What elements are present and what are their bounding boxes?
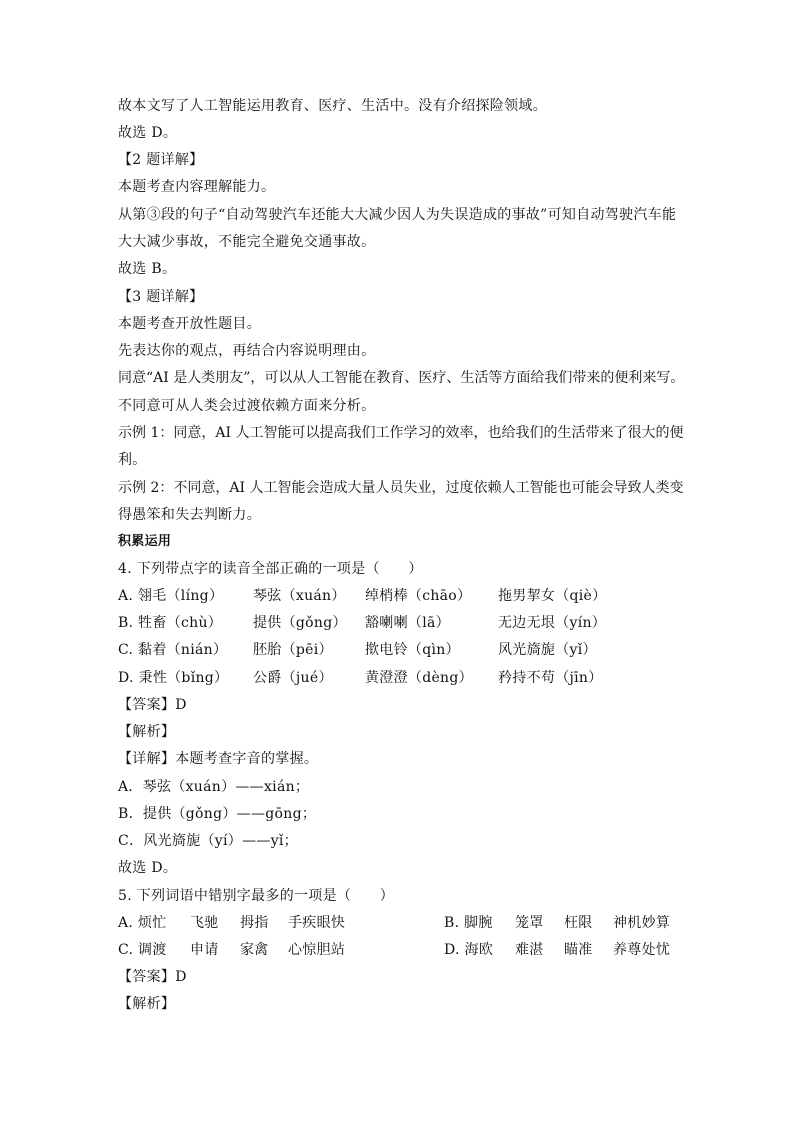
q5-option-b-word-4: 神机妙算 (613, 915, 671, 931)
q5-answer: 【答案】D (118, 969, 187, 985)
q5-option-a-word-2: 飞驰 (190, 915, 219, 931)
q5-option-c-word-1: C. 调渡 (118, 942, 167, 958)
q5-option-b-word-2: 笼罩 (515, 915, 544, 931)
q3-header: 【3 题详解】 (118, 289, 204, 305)
q5-option-a-word-3: 拇指 (240, 915, 269, 931)
q3-line-2: 先表达你的观点，再结合内容说明理由。 (118, 343, 376, 359)
q2-header: 【2 题详解】 (118, 152, 204, 168)
q4-option-b-word-4: 无边无垠（yín） (498, 615, 607, 631)
q1-answer: 故选 D。 (118, 125, 178, 141)
q5-analysis: 【解析】 (118, 996, 176, 1012)
section-title: 积累运用 (118, 534, 172, 549)
q4-option-c-word-1: C. 黏着（nián） (118, 642, 228, 658)
q4-answer: 【答案】D (118, 697, 187, 713)
q4-option-c-word-4: 风光旖旎（yǐ） (498, 642, 597, 658)
q4-option-d-word-1: D. 秉性（bǐng） (118, 670, 229, 686)
q4-option-b-word-3: 豁喇喇（lā） (365, 615, 450, 631)
q4-option-d-word-3: 黄澄澄（dèng） (365, 670, 473, 686)
q4-option-a-word-2: 琴弦（xuán） (253, 588, 346, 604)
q4-option-c-word-3: 揿电铃（qìn） (365, 642, 460, 658)
q2-line-3: 大大减少事故，不能完全避免交通事故。 (118, 234, 376, 250)
q4-option-a-word-4: 拖男挈女（qiè） (498, 588, 607, 604)
q5-option-c-word-3: 家禽 (240, 942, 269, 958)
q4-fix-a: A．琴弦（xuán）——xián； (118, 779, 310, 795)
q4-option-d-word-2: 公爵（jué） (253, 670, 333, 686)
q2-line-1: 本题考查内容理解能力。 (118, 179, 276, 195)
q5-option-d-word-4: 养尊处忧 (613, 942, 671, 958)
q5-option-c-word-2: 申请 (190, 942, 219, 958)
q3-line-5: 示例 1：同意，AI 人工智能可以提高我们工作学习的效率，也给我们的生活带来了很大的便 (118, 425, 684, 441)
q2-answer: 故选 B。 (118, 261, 177, 277)
q5-option-a-word-4: 手疾眼快 (288, 915, 346, 931)
q4-option-b-word-2: 提供（gǒng） (253, 615, 347, 631)
q2-line-2: 从第③段的句子“自动驾驶汽车还能大大减少因人为失误造成的事故”可知自动驾驶汽车能 (118, 207, 677, 223)
q4-conclusion: 故选 D。 (118, 860, 178, 876)
q4-option-a-word-3: 绰梢棒（chāo） (365, 588, 472, 604)
q4-option-d (118, 668, 718, 688)
q4-option-b-word-1: B. 牲畜（chù） (118, 615, 223, 631)
q4-option-c-word-2: 胚胎（pēi） (253, 642, 333, 658)
q4-option-b (118, 613, 718, 633)
q4-fix-b: B．提供（gǒng）——gōng； (118, 806, 317, 822)
q4-option-a (118, 586, 718, 606)
q3-line-4: 不同意可从人类会过渡依赖方面来分析。 (118, 398, 376, 414)
q5-option-d-word-1: D. 海欧 (444, 942, 494, 958)
q5-option-b-word-3: 枉限 (564, 915, 593, 931)
q5-option-b-word-1: B. 脚腕 (444, 915, 493, 931)
q3-line-3: 同意“AI 是人类朋友”，可以从人工智能在教育、医疗、生活等方面给我们带来的便利来写。 (118, 370, 685, 386)
q4-option-a-word-1: A. 翎毛（líng） (118, 588, 224, 604)
q5-question: 5. 下列词语中错别字最多的一项是（ ） (118, 888, 395, 904)
q4-option-d-word-4: 矜持不苟（jīn） (498, 670, 603, 686)
q1-conclusion: 故本文写了人工智能运用教育、医疗、生活中。没有介绍探险领域。 (118, 98, 547, 114)
q4-detail: 【详解】本题考查字音的掌握。 (118, 751, 319, 767)
q4-question: 4. 下列带点字的读音全部正确的一项是（ ） (118, 561, 423, 577)
q5-option-c-word-4: 心惊胆站 (288, 942, 346, 958)
q5-options-row-1 (118, 913, 678, 933)
q4-option-c (118, 640, 718, 660)
q5-option-a-word-1: A. 烦忙 (118, 915, 167, 931)
q3-line-7: 示例 2：不同意，AI 人工智能会造成大量人员失业，过度依赖人工智能也可能会导致人类变 (118, 480, 684, 496)
q3-line-1: 本题考查开放性题目。 (118, 316, 261, 332)
q5-option-d-word-3: 瞄准 (564, 942, 593, 958)
q5-options-row-2 (118, 940, 678, 960)
q4-fix-c: C．风光旖旎（yí）——yǐ； (118, 833, 298, 849)
q5-option-d-word-2: 难湛 (515, 942, 544, 958)
q3-line-6: 利。 (118, 452, 147, 468)
q4-analysis: 【解析】 (118, 724, 176, 740)
q3-line-8: 得愚笨和失去判断力。 (118, 507, 261, 523)
